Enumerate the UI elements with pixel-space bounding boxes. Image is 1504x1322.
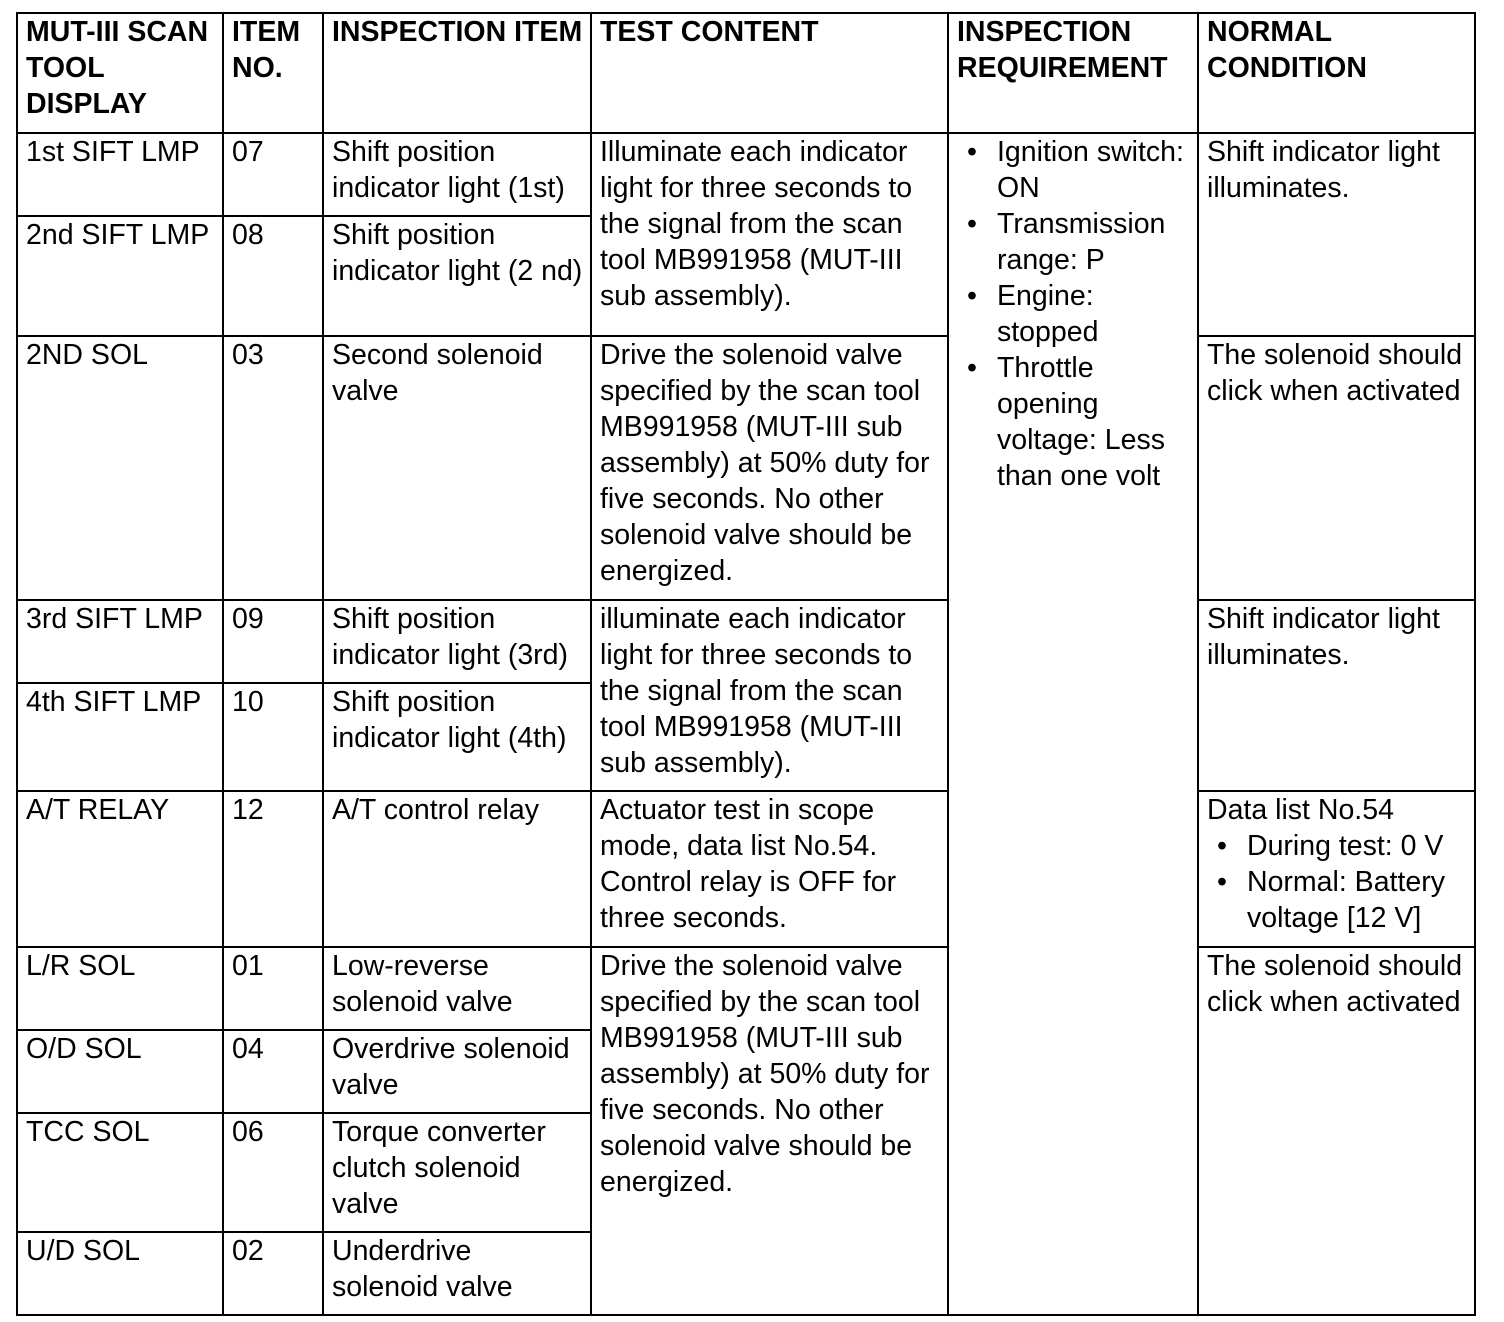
table-row [17, 947, 1475, 1030]
item-no-cell: 01 [223, 947, 323, 1030]
item-no-cell: 08 [223, 216, 323, 336]
inspection-item-cell: Overdrive solenoid valve [323, 1030, 591, 1113]
relay-condition-list [1207, 828, 1468, 936]
test-content-cell: Drive the solenoid valve specified by the scan tool MB991958 (MUT-III sub assembly) at 50% duty for five seconds. No other solenoid valve should be energized. [591, 947, 948, 1315]
item-no-cell: 09 [223, 600, 323, 683]
item-no-cell: 07 [223, 133, 323, 216]
display-cell: A/T RELAY [17, 791, 223, 947]
header-row [17, 13, 1475, 133]
inspection-item-cell: Shift position indicator light (4th) [323, 683, 591, 791]
header-display: MUT-III SCAN TOOL DISPLAY [17, 13, 223, 133]
item-no-cell: 10 [223, 683, 323, 791]
inspection-item-cell: Shift position indicator light (3rd) [323, 600, 591, 683]
header-inspection-item: INSPECTION ITEM [323, 13, 591, 133]
item-no-cell: 04 [223, 1030, 323, 1113]
inspection-item-cell: Low-reverse solenoid valve [323, 947, 591, 1030]
inspection-item-cell: A/T control relay [323, 791, 591, 947]
display-cell: TCC SOL [17, 1113, 223, 1232]
item-no-cell: 12 [223, 791, 323, 947]
item-no-cell: 06 [223, 1113, 323, 1232]
display-cell: L/R SOL [17, 947, 223, 1030]
item-no-cell: 02 [223, 1232, 323, 1315]
item-no-cell: 03 [223, 336, 323, 600]
requirement-item: • Transmission range: P [957, 206, 1191, 278]
relay-condition-item: • Normal: Battery voltage [12 V] [1207, 864, 1468, 936]
actuator-test-table [16, 12, 1476, 1316]
table-row [17, 791, 1475, 947]
display-cell: 3rd SIFT LMP [17, 600, 223, 683]
requirement-item: • Engine: stopped [957, 278, 1191, 350]
test-content-cell: Drive the solenoid valve specified by the scan tool MB991958 (MUT-III sub assembly) at 50% duty for five seconds. No other solenoid valve should be energized. [591, 336, 948, 600]
display-cell: 2nd SIFT LMP [17, 216, 223, 336]
normal-condition-cell [1198, 791, 1475, 947]
test-content-cell: illuminate each indicator light for three seconds to the signal from the scan tool MB991958 (MUT-III sub assembly). [591, 600, 948, 791]
inspection-item-cell: Shift position indicator light (2 nd) [323, 216, 591, 336]
header-test-content: TEST CONTENT [591, 13, 948, 133]
display-cell: U/D SOL [17, 1232, 223, 1315]
normal-condition-cell: Shift indicator light illuminates. [1198, 600, 1475, 791]
table-row [17, 133, 1475, 216]
normal-condition-cell: The solenoid should click when activated [1198, 336, 1475, 600]
inspection-item-cell: Second solenoid valve [323, 336, 591, 600]
table-row [17, 600, 1475, 683]
normal-condition-cell: The solenoid should click when activated [1198, 947, 1475, 1315]
header-normal-condition: NORMAL CONDITION [1198, 13, 1475, 133]
inspection-item-cell: Shift position indicator light (1st) [323, 133, 591, 216]
requirement-item: • Throttle opening voltage: Less than one volt [957, 350, 1191, 494]
requirement-list [957, 134, 1191, 494]
test-content-cell: Illuminate each indicator light for three seconds to the signal from the scan tool MB991958 (MUT-III sub assembly). [591, 133, 948, 336]
display-cell: 2ND SOL [17, 336, 223, 600]
display-cell: 1st SIFT LMP [17, 133, 223, 216]
requirement-item: • Ignition switch: ON [957, 134, 1191, 206]
table-row [17, 336, 1475, 600]
relay-condition-title: Data list No.54 [1207, 794, 1394, 826]
header-inspection-requirement: INSPECTION REQUIREMENT [948, 13, 1198, 133]
header-item-no: ITEM NO. [223, 13, 323, 133]
relay-condition-item: • During test: 0 V [1207, 828, 1468, 864]
test-content-cell: Actuator test in scope mode, data list No.54. Control relay is OFF for three seconds. [591, 791, 948, 947]
inspection-item-cell: Torque converter clutch solenoid valve [323, 1113, 591, 1232]
inspection-requirement-cell [948, 133, 1198, 1315]
display-cell: O/D SOL [17, 1030, 223, 1113]
inspection-item-cell: Underdrive solenoid valve [323, 1232, 591, 1315]
display-cell: 4th SIFT LMP [17, 683, 223, 791]
normal-condition-cell: Shift indicator light illuminates. [1198, 133, 1475, 336]
